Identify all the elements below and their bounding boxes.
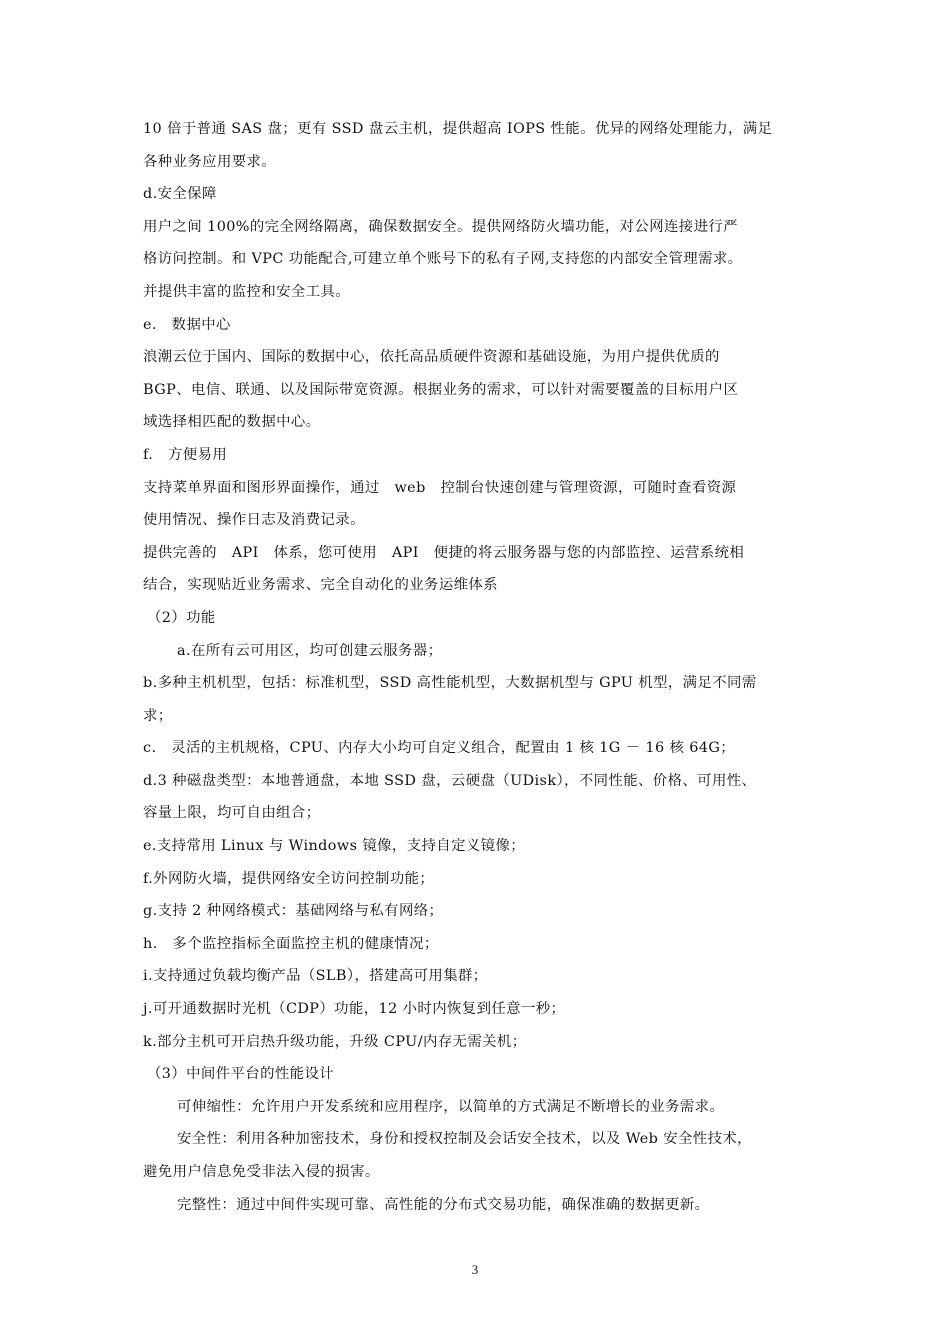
list-item: c. 灵活的主机规格，CPU、内存大小均可自定义组合，配置由 1 核 1G － 16 核 64G； [143,740,736,757]
paragraph-line: 格访问控制。和 VPC 功能配合,可建立单个账号下的私有子网,支持您的内部安全管理需求。 [143,251,743,268]
page-number: 3 [471,1262,479,1277]
paragraph-line: 避免用户信息免受非法入侵的损害。 [143,1164,380,1180]
list-item: k.部分主机可开启热升级功能，升级 CPU/内存无需关机； [143,1033,527,1050]
list-item: g.支持 2 种网络模式：基础网络与私有网络； [143,903,444,920]
list-item: a.在所有云可用区，均可创建云服务器； [177,642,443,659]
paragraph-line: 并提供丰富的监控和安全工具。 [143,283,351,300]
list-item: f.外网防火墙，提供网络安全访问控制功能； [143,870,435,887]
list-item: i.支持通过负载均衡产品（SLB），搭建高可用集群； [143,968,488,985]
paragraph-line: BGP、电信、联通、以及国际带宽资源。根据业务的需求，可以针对需要覆盖的目标用户区 [143,381,739,398]
paragraph-line: 结合，实现贴近业务需求、完全自动化的业务运维体系 [143,577,498,594]
paragraph-line: 安全性：利用各种加密技术，身份和授权控制及会话安全技术，以及 Web 安全性技术， [177,1131,752,1148]
section-heading: d.安全保障 [143,186,217,203]
paragraph-line: 使用情况、操作日志及消费记录。 [143,512,365,529]
list-item: 容量上限，均可自由组合； [143,805,321,822]
list-item: 求； [143,707,173,724]
paragraph-line: 域选择相匹配的数据中心。 [143,414,321,431]
list-item: j.可开通数据时光机（CDP）功能，12 小时内恢复到任意一秒； [143,1001,566,1018]
list-item: e.支持常用 Linux 与 Windows 镜像，支持自定义镜像； [143,838,526,855]
list-item: b.多种主机机型，包括：标准机型，SSD 高性能机型，大数据机型与 GPU 机型，满足不同需 [143,675,757,692]
paragraph-line: 用户之间 100%的完全网络隔离，确保数据安全。提供网络防火墙功能，对公网连接进行严 [143,218,738,235]
paragraph-line: 提供完善的 API 体系，您可使用 API 便捷的将云服务器与您的内部监控、运营系统相 [143,544,745,561]
section-heading: e. 数据中心 [143,316,231,333]
paragraph-line: 支持菜单界面和图形界面操作，通过 web 控制台快速创建与管理资源，可随时查看资源 [143,479,737,496]
list-item: d.3 种磁盘类型：本地普通盘，本地 SSD 盘，云硬盘（UDisk），不同性能、价格、可用性、 [143,772,757,789]
paragraph-line: 浪潮云位于国内、国际的数据中心，依托高品质硬件资源和基础设施，为用户提供优质的 [143,349,720,366]
paragraph-line: 10 倍于普通 SAS 盘；更有 SSD 盘云主机，提供超高 IOPS 性能。优异的网络处理能力，满足 [143,121,773,137]
section-heading: （2）功能 [147,609,216,626]
section-heading: f. 方便易用 [143,446,228,463]
paragraph-line: 各种业务应用要求。 [143,153,277,170]
paragraph-line: 完整性：通过中间件实现可靠、高性能的分布式交易功能，确保准确的数据更新。 [177,1196,710,1213]
paragraph-line: 可伸缩性：允许用户开发系统和应用程序，以简单的方式满足不断增长的业务需求。 [177,1098,725,1115]
section-heading: （3）中间件平台的性能设计 [147,1066,335,1083]
list-item: h. 多个监控指标全面监控主机的健康情况； [143,935,439,952]
document-body [143,113,811,1221]
